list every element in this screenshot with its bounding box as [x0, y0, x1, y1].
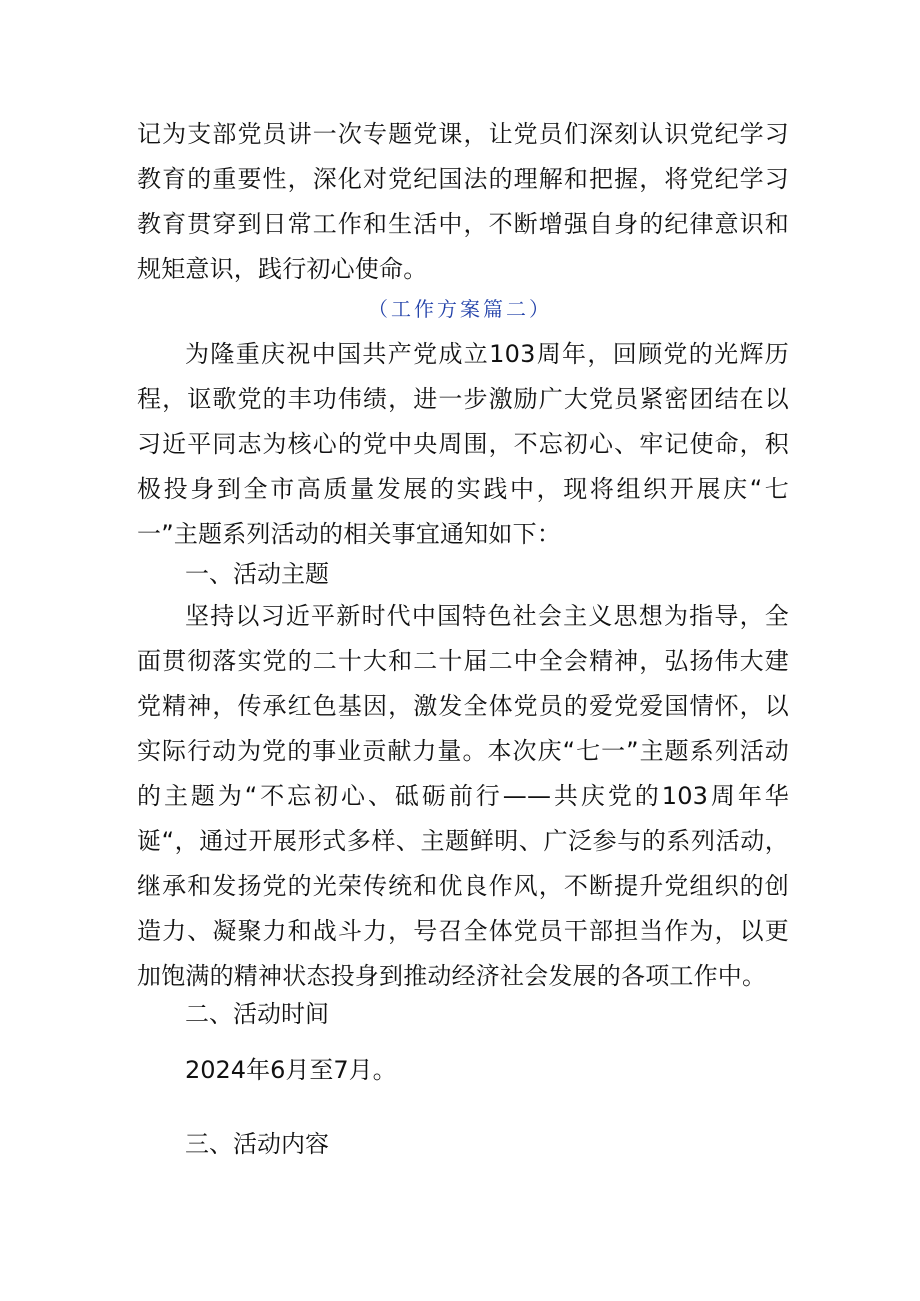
section-3-heading: 三、活动内容 — [185, 1130, 329, 1158]
opening-paragraph: 为隆重庆祝中国共产党成立103周年，回顾党的光辉历程，讴歌党的丰功伟绩，进一步激励广大党员紧密团结在以习近平同志为核心的党中央周围，不忘初心、牢记使命，积极投身到全市高质量发展的实践中，现将组织开展庆“七一”主题系列活动的相关事宜通知如下： — [137, 340, 789, 548]
section-1-paragraph: 坚持以习近平新时代中国特色社会主义思想为指导，全面贯彻落实党的二十大和二十届二中全会精神，弘扬伟大建党精神，传承红色基因，激发全体党员的爱党爱国情怀，以实际行动为党的事业贡献力量。本次庆“七一”主题系列活动的主题为“不忘初心、砥砺前行——共庆党的103周年华诞“，通过开展形式多样、主题鲜明、广泛参与的系列活动，继承和发扬党的光荣传统和优良作风，不断提升党组织的创造力、凝聚力和战斗力，号召全体党员干部担当作为，以更加饱满的精神状态投身到推动经济社会发展的各项工作中。 — [137, 602, 789, 990]
section-1-heading: 一、活动主题 — [185, 560, 329, 588]
section-2-heading: 二、活动时间 — [185, 1000, 329, 1028]
section-2-text: 2024年6月至7月。 — [185, 1056, 397, 1084]
intro-paragraph: 记为支部党员讲一次专题党课，让党员们深刻认识党纪学习教育的重要性，深化对党纪国法的理解和把握，将党纪学习教育贯穿到日常工作和生活中，不断增强自身的纪律意识和规矩意识，践行初心使命。 — [137, 120, 789, 283]
document-subtitle: （工作方案篇二） — [368, 297, 552, 321]
